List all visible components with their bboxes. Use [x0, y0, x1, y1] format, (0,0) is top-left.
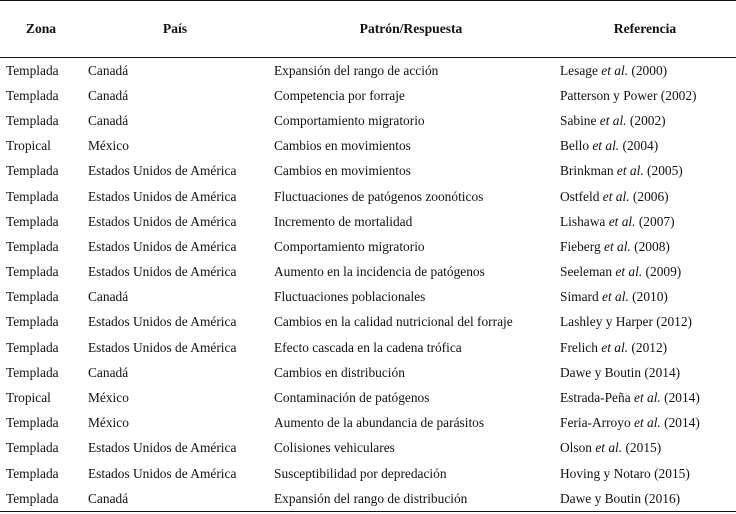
table-row [0, 436, 736, 461]
cell-patron: Fluctuaciones poblacionales [274, 289, 426, 305]
cell-patron: Competencia por forraje [274, 87, 405, 103]
cell-referencia [554, 385, 736, 410]
cell-referencia [554, 58, 736, 84]
ref-author: Lashley y Harper (2012) [560, 314, 692, 330]
cell-patron: Expansión del rango de distribución [268, 486, 554, 512]
ref-year: (2000) [628, 62, 668, 78]
header-patron: Patrón/Respuesta [268, 1, 554, 58]
table-row [0, 134, 736, 159]
cell-zona: Templada [6, 415, 59, 431]
cell-patron: Comportamiento migratorio [274, 112, 425, 128]
cell-pais: México [88, 415, 129, 431]
table-body [0, 58, 736, 512]
cell-zona: Templada [6, 87, 59, 103]
cell-zona: Templada [6, 314, 59, 330]
cell-referencia [554, 461, 736, 486]
cell-pais: Estados Unidos de América [88, 314, 237, 330]
cell-referencia [554, 209, 736, 234]
cell-referencia [554, 234, 736, 259]
ref-etal: et al. [608, 213, 636, 229]
ref-author: Lishawa [560, 213, 609, 229]
ref-etal: et al. [602, 188, 630, 204]
cell-patron: Aumento de la abundancia de parásitos [274, 415, 485, 431]
table-row [0, 159, 736, 184]
cell-referencia [554, 134, 736, 159]
ref-etal: et al. [604, 238, 631, 254]
ref-author: Simard [560, 289, 603, 305]
cell-patron: Colisiones vehiculares [274, 440, 395, 456]
table-row [0, 360, 736, 385]
cell-zona: Templada [6, 62, 59, 78]
ref-etal: et al. [615, 264, 643, 280]
ref-author: Estrada-Peña [560, 390, 634, 406]
cell-zona: Templada [6, 238, 59, 254]
table-row [0, 184, 736, 209]
cell-referencia [554, 108, 736, 133]
ref-author: Patterson y Power (2002) [560, 87, 697, 103]
cell-pais: Estados Unidos de América [88, 163, 237, 179]
cell-patron: Contaminación de patógenos [274, 390, 430, 406]
ref-year: (2014) [660, 390, 700, 406]
cell-zona: Templada [6, 465, 59, 481]
cell-patron: Efecto cascada en la cadena trófica [274, 339, 462, 355]
cell-zona: Templada [6, 339, 59, 355]
cell-pais: Estados Unidos de América [88, 339, 237, 355]
ref-author: Brinkman [560, 163, 617, 179]
cell-pais: Canadá [88, 364, 129, 380]
cell-pais: Estados Unidos de América [88, 238, 237, 254]
ref-year: (2014) [660, 415, 700, 431]
table-row [0, 310, 736, 335]
ref-year: (2002) [626, 112, 666, 128]
cell-pais: México [88, 390, 129, 406]
cell-zona: Templada [6, 289, 59, 305]
cell-referencia [554, 83, 736, 108]
ref-author: Seeleman [560, 264, 616, 280]
ref-etal: et al. [592, 138, 620, 154]
cell-referencia [554, 285, 736, 310]
cell-referencia [554, 411, 736, 436]
cell-patron: Incremento de mortalidad [274, 213, 413, 229]
cell-zona: Templada [6, 264, 59, 280]
cell-pais: México [88, 138, 129, 154]
table-row [0, 260, 736, 285]
table-header [0, 1, 736, 58]
cell-zona: Templada [6, 112, 59, 128]
cell-zona: Templada [6, 213, 59, 229]
ref-year: (2008) [630, 238, 670, 254]
ref-year: (2006) [629, 188, 669, 204]
cell-referencia [554, 436, 736, 461]
table-row [0, 461, 736, 486]
cell-pais: Estados Unidos de América [88, 465, 237, 481]
cell-pais: Estados Unidos de América [88, 264, 237, 280]
table-row [0, 411, 736, 436]
cell-zona: Templada [6, 188, 59, 204]
ref-author: Hoving y Notaro (2015) [560, 465, 690, 481]
cell-patron: Cambios en movimientos [274, 138, 411, 154]
header-row [0, 1, 736, 58]
table-row [0, 58, 736, 84]
cell-referencia [554, 184, 736, 209]
cell-referencia [554, 486, 736, 512]
cell-patron: Fluctuaciones de patógenos zoonóticos [274, 188, 484, 204]
cell-patron: Aumento en la incidencia de patógenos [274, 264, 485, 280]
cell-patron: Cambios en distribución [274, 364, 405, 380]
ref-author: Olson [560, 440, 596, 456]
ref-author: Dawe y Boutin (2014) [560, 364, 681, 380]
ref-year: (2012) [628, 339, 668, 355]
table-row [0, 486, 736, 512]
cell-pais: Canadá [88, 62, 129, 78]
cell-pais: Canadá [82, 486, 268, 512]
ref-etal: et al. [602, 289, 629, 305]
ref-year: (2004) [619, 138, 659, 154]
cell-patron: Comportamiento migratorio [274, 238, 425, 254]
cell-pais: Canadá [88, 87, 129, 103]
ref-year: (2007) [635, 213, 675, 229]
ref-author: Sabine [560, 112, 600, 128]
ref-author: Ostfeld [560, 188, 603, 204]
ref-etal: et al. [616, 163, 644, 179]
cell-referencia [554, 260, 736, 285]
cell-zona: Tropical [6, 138, 51, 154]
cell-patron: Susceptibilidad por depredación [274, 465, 447, 481]
table-row [0, 209, 736, 234]
cell-zona: Templada [6, 440, 59, 456]
table-row [0, 108, 736, 133]
cell-referencia [554, 310, 736, 335]
cell-patron: Cambios en la calidad nutricional del forraje [274, 314, 513, 330]
ref-year: (2010) [628, 289, 668, 305]
cell-zona: Templada [0, 486, 82, 512]
cell-pais: Canadá [88, 289, 129, 305]
ref-etal: et al. [634, 390, 661, 406]
cell-zona: Templada [6, 364, 59, 380]
header-referencia: Referencia [554, 1, 736, 58]
ref-author: Fieberg [560, 238, 605, 254]
ref-etal: et al. [595, 440, 623, 456]
cell-referencia [554, 335, 736, 360]
header-zona: Zona [0, 1, 82, 58]
cell-zona: Tropical [6, 390, 51, 406]
ref-year: (2005) [643, 163, 683, 179]
header-pais: País [82, 1, 268, 58]
ref-year: (2009) [642, 264, 682, 280]
ref-author: Frelich [560, 339, 602, 355]
ref-author: Lesage [560, 62, 602, 78]
cell-pais: Estados Unidos de América [88, 188, 237, 204]
ref-author: Feria-Arroyo [560, 415, 634, 431]
cell-pais: Estados Unidos de América [88, 213, 237, 229]
table-row [0, 234, 736, 259]
ref-author: Dawe y Boutin (2016) [560, 490, 681, 506]
cell-pais: Canadá [88, 112, 129, 128]
ref-etal: et al. [599, 112, 627, 128]
cell-referencia [554, 360, 736, 385]
ref-year: (2015) [622, 440, 662, 456]
ref-etal: et al. [601, 339, 629, 355]
cell-pais: Estados Unidos de América [88, 440, 237, 456]
ref-author: Bello [560, 138, 593, 154]
table-row [0, 335, 736, 360]
table-row [0, 285, 736, 310]
cell-patron: Expansión del rango de acción [274, 62, 439, 78]
table-row [0, 83, 736, 108]
ref-etal: et al. [634, 415, 661, 431]
cell-zona: Templada [6, 163, 59, 179]
table-row [0, 385, 736, 410]
ref-etal: et al. [601, 62, 629, 78]
cell-referencia [554, 159, 736, 184]
cell-patron: Cambios en movimientos [274, 163, 411, 179]
